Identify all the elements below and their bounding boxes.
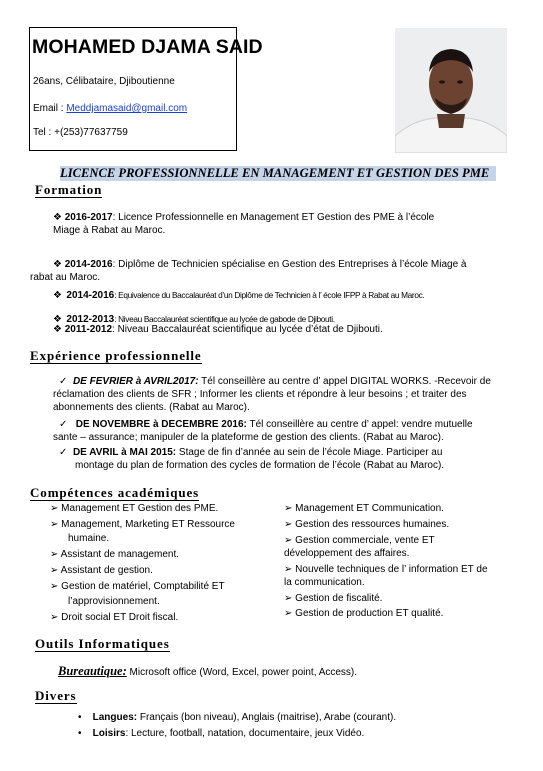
- divers-loisirs: • Loisirs: Lecture, football, natation, documentaire, jeux Vidéo.: [78, 728, 365, 739]
- competence-right-3-cont: développement des affaires.: [284, 548, 410, 559]
- competence-right-2: ➢ Gestion des ressources humaines.: [284, 519, 450, 530]
- arrow-icon: ➢: [284, 564, 293, 575]
- competence-right-6: ➢ Gestion de production ET qualité.: [284, 608, 444, 619]
- diamond-icon: ❖: [53, 212, 62, 223]
- competence-right-4-cont: la communication.: [284, 577, 365, 588]
- competence-right-5: ➢ Gestion de fiscalité.: [284, 593, 383, 604]
- bullet-icon: •: [78, 712, 82, 723]
- section-formation: Formation: [35, 182, 103, 197]
- diamond-icon: ❖: [53, 324, 62, 335]
- experience-item-2: ✓ DE NOVEMBRE à DECEMBRE 2016: Tél conseillère au centre d’ appel: vendre mutuelle: [59, 419, 473, 430]
- formation-year: 2014-2016: [64, 259, 113, 270]
- experience-item-2-cont: sante – assurance; manipuler de la plateforme de gestion des clients. (Rabat au Maroc).: [53, 432, 444, 443]
- diamond-icon: ❖: [53, 290, 62, 301]
- competence-left-6: ➢ Droit social ET Droit fiscal.: [50, 612, 179, 623]
- formation-item-4: ❖ 2012-2013: Niveau Baccalauréat scientifique au lycée de gabode de Djibouti.: [53, 314, 335, 325]
- loisirs-label: Loisirs: [92, 728, 126, 739]
- formation-year: 2016-2017: [64, 212, 113, 223]
- experience-item-1: ✓ DE FEVRIER à AVRIL2017: Tél conseillère au centre d’ appel DIGITAL WORKS. -Recevoir de: [59, 376, 491, 387]
- email-label: Email :: [33, 103, 67, 114]
- bureautique-label: Bureautique:: [58, 664, 127, 678]
- candidate-name: MOHAMED DJAMA SAID: [32, 36, 263, 58]
- arrow-icon: ➢: [284, 519, 293, 530]
- formation-item-1: ❖ 2016-2017: Licence Professionnelle en Management ET Gestion des PME à l’école: [53, 212, 435, 223]
- competence-right-3: ➢ Gestion commerciale, vente ET: [284, 535, 435, 546]
- email-link[interactable]: Meddjamasaid@gmail.com: [66, 103, 188, 114]
- competence-right-1: ➢ Management ET Communication.: [284, 503, 444, 514]
- arrow-icon: ➢: [50, 612, 59, 623]
- formation-year: 2011-2012: [64, 324, 113, 335]
- competence-right-4: ➢ Nouvelle techniques de l’ information ET de: [284, 564, 488, 575]
- arrow-icon: ➢: [284, 535, 293, 546]
- diamond-icon: ❖: [53, 314, 62, 325]
- section-competences: Compétences académiques: [30, 485, 200, 500]
- bureautique-value: Microsoft office (Word, Excel, power point, Access).: [126, 667, 358, 678]
- competence-left-2-cont: humaine.: [68, 533, 110, 544]
- experience-item-1-cont: abonnements des clients. (Rabat au Maroc).: [53, 402, 250, 413]
- competence-left-5-cont: l’approvisionnement.: [68, 596, 160, 607]
- diploma-title: LICENCE PROFESSIONNELLE EN MANAGEMENT ET GESTION DES PME: [60, 166, 490, 180]
- experience-period: DE AVRIL à MAI 2015:: [72, 447, 177, 458]
- formation-item-5: ❖ 2011-2012: Niveau Baccalauréat scientifique au lycée d’état de Djibouti.: [53, 324, 383, 335]
- section-divers: Divers: [35, 688, 77, 703]
- experience-item-1-cont: réclamation des clients de SFR ; Informer les clients et répondre à leur besoins ; et traiter des: [53, 389, 467, 400]
- arrow-icon: ➢: [284, 503, 293, 514]
- competence-left-1: ➢ Management ET Gestion des PME.: [50, 503, 219, 514]
- profile-photo: [395, 28, 507, 153]
- arrow-icon: ➢: [50, 503, 59, 514]
- personal-info: 26ans, Célibataire, Djiboutienne: [33, 76, 175, 87]
- arrow-icon: ➢: [50, 549, 59, 560]
- diamond-icon: ❖: [53, 259, 62, 270]
- formation-year: 2014-2016: [66, 290, 115, 301]
- formation-year: 2012-2013: [66, 314, 115, 325]
- experience-item-3-cont: montage du plan de formation des cycles de formation de l’école (Rabat au Maroc).: [75, 460, 445, 471]
- competence-left-5: ➢ Gestion de matériel, Comptabilité ET: [50, 581, 225, 592]
- section-outils: Outils Informatiques: [35, 636, 170, 651]
- competence-left-4: ➢ Assistant de gestion.: [50, 565, 153, 576]
- arrow-icon: ➢: [50, 519, 59, 530]
- formation-item-2-cont: rabat au Maroc.: [30, 272, 101, 283]
- langues-label: Langues:: [92, 712, 138, 723]
- arrow-icon: ➢: [50, 581, 59, 592]
- experience-item-3: ✓ DE AVRIL à MAI 2015: Stage de fin d’année au sein de l’école Miage. Participer au: [59, 447, 443, 458]
- experience-period: DE FEVRIER à AVRIL2017:: [72, 376, 199, 387]
- outils-line: [58, 662, 357, 680]
- arrow-icon: ➢: [50, 565, 59, 576]
- experience-period: DE NOVEMBRE à DECEMBRE 2016:: [75, 419, 247, 430]
- competence-left-3: ➢ Assistant de management.: [50, 549, 180, 560]
- arrow-icon: ➢: [284, 593, 293, 604]
- competence-left-2: ➢ Management, Marketing ET Ressource: [50, 519, 235, 530]
- bullet-icon: •: [78, 728, 82, 739]
- arrow-icon: ➢: [284, 608, 293, 619]
- divers-langues: • Langues: Français (bon niveau), Anglais (maitrise), Arabe (courant).: [78, 712, 397, 723]
- email-line: [33, 103, 187, 114]
- check-icon: ✓: [59, 447, 68, 458]
- section-experience: Expérience professionnelle: [30, 348, 202, 363]
- phone-line: Tel : +(253)77637759: [33, 127, 128, 138]
- formation-item-2: ❖ 2014-2016: Diplôme de Technicien spécialise en Gestion des Entreprises à l’école Miage à: [53, 259, 467, 270]
- check-icon: ✓: [59, 419, 68, 430]
- formation-item-3: ❖ 2014-2016: Equivalence du Baccalauréat d’un Diplôme de Technicien à l’ école IFPP à Rabat au Maroc.: [53, 290, 425, 301]
- formation-item-1-cont: Miage à Rabat au Maroc.: [53, 225, 166, 236]
- check-icon: ✓: [59, 376, 68, 387]
